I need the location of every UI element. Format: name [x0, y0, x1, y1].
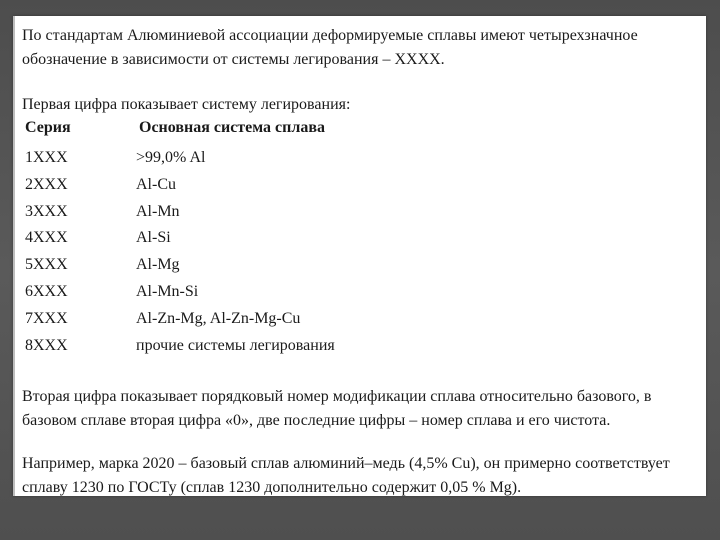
- system-cell: Al-Mn-Si: [136, 282, 199, 300]
- table-row: [25, 226, 625, 253]
- table-row: [25, 173, 625, 200]
- system-cell: прочие системы легирования: [136, 336, 335, 354]
- header-series: Серия: [25, 119, 71, 136]
- series-cell: 1XXX: [25, 149, 68, 166]
- table-row: [25, 200, 625, 227]
- table-row: [25, 280, 625, 307]
- series-cell: 7XXX: [25, 309, 68, 327]
- system-cell: Al-Cu: [136, 175, 176, 193]
- series-cell: 5XXX: [25, 256, 68, 274]
- intro-paragraph: По стандартам Алюминиевой ассоциации деформируемые сплавы имеют четырехзначное обозначение в зависимости от системы легирования – XXXX.: [22, 27, 638, 68]
- second-digit-paragraph: Вторая цифра показывает порядковый номер модификации сплава относительно базового, в базовом сплаве вторая цифра «0», две последние цифры – номер сплава и его чистота.: [22, 388, 652, 429]
- sheet-left-edge: [13, 16, 15, 496]
- table-row: [25, 146, 625, 173]
- table-row: [25, 307, 625, 334]
- table-row: [25, 334, 625, 361]
- table-row: [25, 253, 625, 280]
- system-cell: Al-Mn: [136, 202, 180, 220]
- system-cell: Al-Mg: [136, 256, 180, 274]
- alloy-series-table: [25, 146, 625, 360]
- series-cell: 2XXX: [25, 175, 68, 193]
- example-paragraph: Например, марка 2020 – базовый сплав алюминий–медь (4,5% Cu), он примерно соответствует сплаву 1230 по ГОСТу (сплав 1230 дополнительно содержит 0,05 % Mg).: [22, 455, 670, 496]
- first-digit-paragraph: Первая цифра показывает систему легирования:: [22, 96, 351, 113]
- series-cell: 6XXX: [25, 282, 68, 300]
- table-header: [25, 119, 625, 143]
- system-cell: >99,0% Al: [136, 149, 206, 166]
- system-cell: Al-Si: [136, 229, 171, 247]
- system-cell: Al-Zn-Mg, Al-Zn-Mg-Cu: [136, 309, 301, 327]
- series-cell: 3XXX: [25, 202, 68, 220]
- header-alloy-system: Основная система сплава: [139, 119, 325, 136]
- series-cell: 4XXX: [25, 229, 68, 247]
- series-cell: 8XXX: [25, 336, 68, 354]
